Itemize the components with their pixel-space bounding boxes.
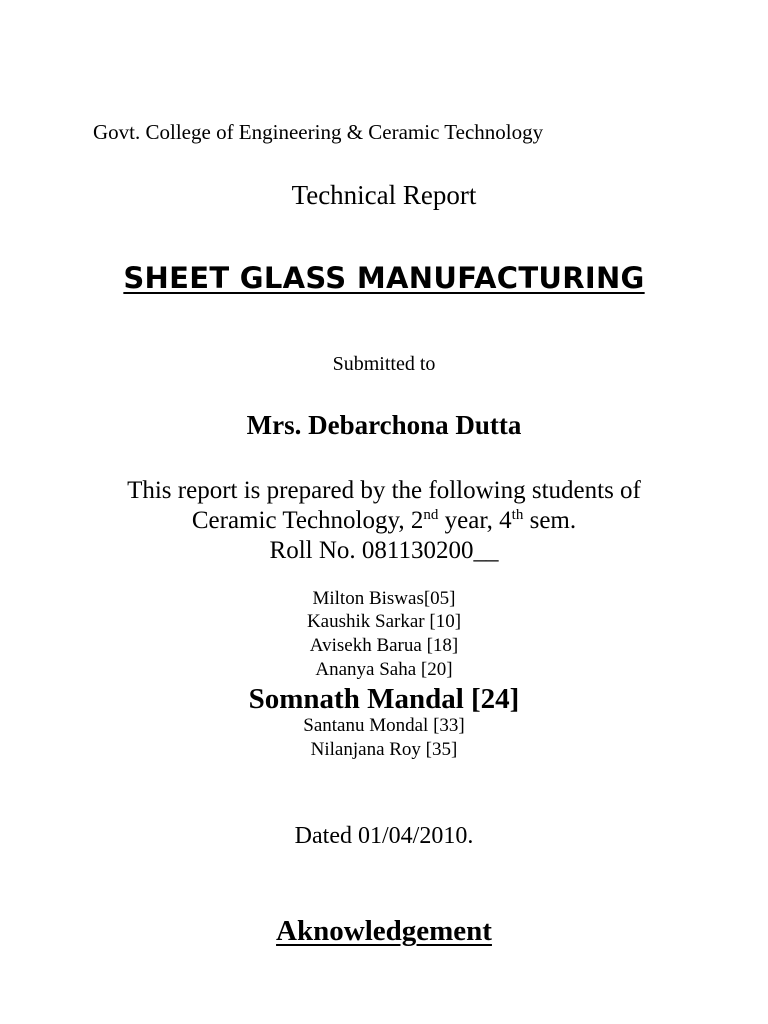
student-name: Milton Biswas[05] <box>312 588 456 609</box>
student-name: Avisekh Barua [18] <box>309 635 459 656</box>
college-name: Govt. College of Engineering & Ceramic Technology <box>93 120 544 144</box>
course-text-2: year, 4 <box>438 507 512 534</box>
course-line <box>0 508 768 533</box>
acknowledgement-heading-text: Aknowledgement <box>276 915 492 947</box>
highlighted-student-name: Somnath Mandal [24] <box>248 683 520 715</box>
submitted-to-label: Submitted to <box>332 353 436 375</box>
student-name: Ananya Saha [20] <box>315 659 453 680</box>
roll-number-line: Roll No. 081130200__ <box>269 537 499 564</box>
report-title-text: SHEET GLASS MANUFACTURING <box>123 261 645 295</box>
course-text-1: Ceramic Technology, 2 <box>191 507 424 534</box>
prepared-by-line: This report is prepared by the following students of <box>127 477 641 504</box>
report-title <box>0 261 768 295</box>
year-suffix: nd <box>423 507 439 523</box>
date-line: Dated 01/04/2010. <box>294 823 474 849</box>
course-text-3: sem. <box>523 507 577 534</box>
acknowledgement-heading <box>0 917 768 946</box>
student-name: Kaushik Sarkar [10] <box>306 611 462 632</box>
supervisor-name: Mrs. Debarchona Dutta <box>246 410 522 440</box>
student-name: Santanu Mondal [33] <box>303 715 465 736</box>
sem-suffix: th <box>511 507 524 523</box>
student-name: Nilanjana Roy [35] <box>310 739 458 760</box>
report-type: Technical Report <box>291 180 477 210</box>
